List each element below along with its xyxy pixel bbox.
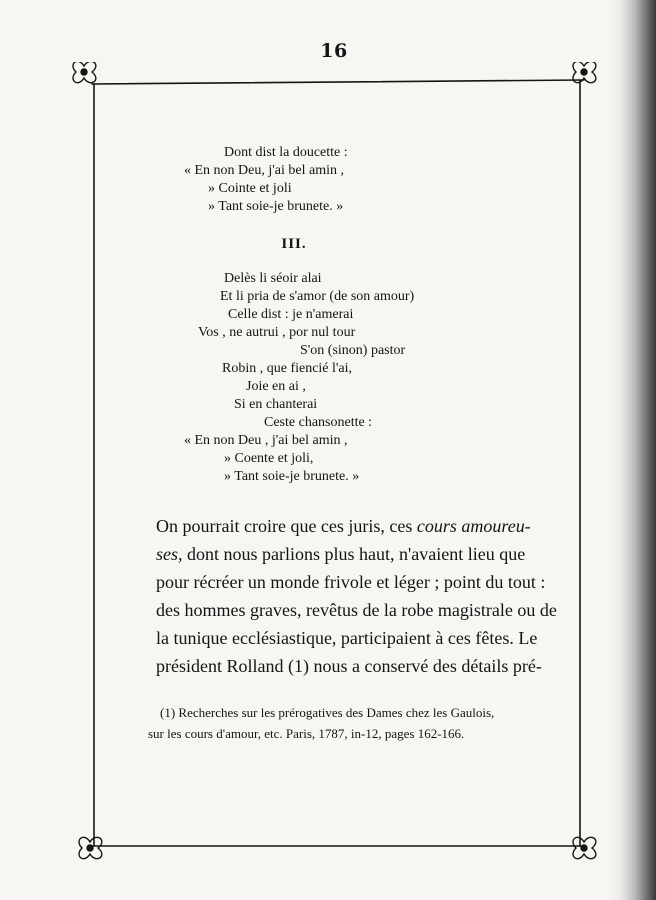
verse-line: » Coente et joli, (224, 451, 314, 466)
paragraph-line: président Rolland (1) nous a conservé des détails pré- (156, 656, 542, 676)
italic-text: ses, (156, 544, 183, 564)
verse-line: Et li pria de s'amor (de son amour) (220, 289, 415, 304)
verse-line: » Cointe et joli (208, 181, 292, 196)
italic-text: cours amoureu- (416, 516, 531, 536)
footnote (148, 702, 518, 744)
corner-ornament-icon (573, 837, 596, 858)
verse-line: « En non Deu , j'ai bel amin , (184, 433, 348, 448)
refrain-verse (176, 144, 476, 216)
footnote-line: (1) Recherches sur les prérogatives des Dames chez les Gaulois, (160, 705, 495, 720)
paragraph-line (156, 512, 531, 540)
body-paragraph (156, 512, 557, 680)
page-number: 16 (320, 40, 348, 62)
verse-line: Celle dist : je n'amerai (228, 307, 354, 322)
stanza-verse (176, 270, 496, 486)
corner-ornament-icon (79, 837, 102, 858)
verse-line: Si en chanterai (234, 397, 318, 412)
text-run: dont nous parlions plus haut, n'avaient lieu que (182, 544, 526, 564)
verse-line: Vos , ne autrui , por nul tour (198, 325, 356, 340)
verse-line: » Tant soie-je brunete. » (208, 199, 344, 214)
paragraph-line (156, 540, 526, 568)
verse-line: Robin , que fiencié l'ai, (222, 361, 353, 376)
verse-line: Delès li séoir alai (224, 271, 322, 286)
text-run: On pourrait croire que ces juris, ces (156, 516, 417, 536)
footnote-line: sur les cours d'amour, etc. Paris, 1787, in-12, pages 162-166. (148, 726, 465, 741)
corner-ornament-icon (73, 62, 96, 83)
stanza-heading: III. (281, 236, 307, 252)
paragraph-line: la tunique ecclésiastique, participaient à ces fêtes. Le (156, 628, 538, 648)
page-gutter-shadow (608, 0, 656, 900)
verse-line: Ceste chansonette : (264, 415, 373, 430)
verse-line: Dont dist la doucette : (224, 145, 348, 160)
verse-line: » Tant soie-je brunete. » (224, 469, 360, 484)
paragraph-line: des hommes graves, revêtus de la robe magistrale ou de (156, 600, 557, 620)
verse-line: S'on (sinon) pastor (300, 343, 406, 358)
verse-line: Joie en ai , (246, 379, 306, 394)
paragraph-line: pour récréer un monde frivole et léger ; point du tout : (156, 572, 546, 592)
verse-line: « En non Deu, j'ai bel amin , (184, 163, 344, 178)
